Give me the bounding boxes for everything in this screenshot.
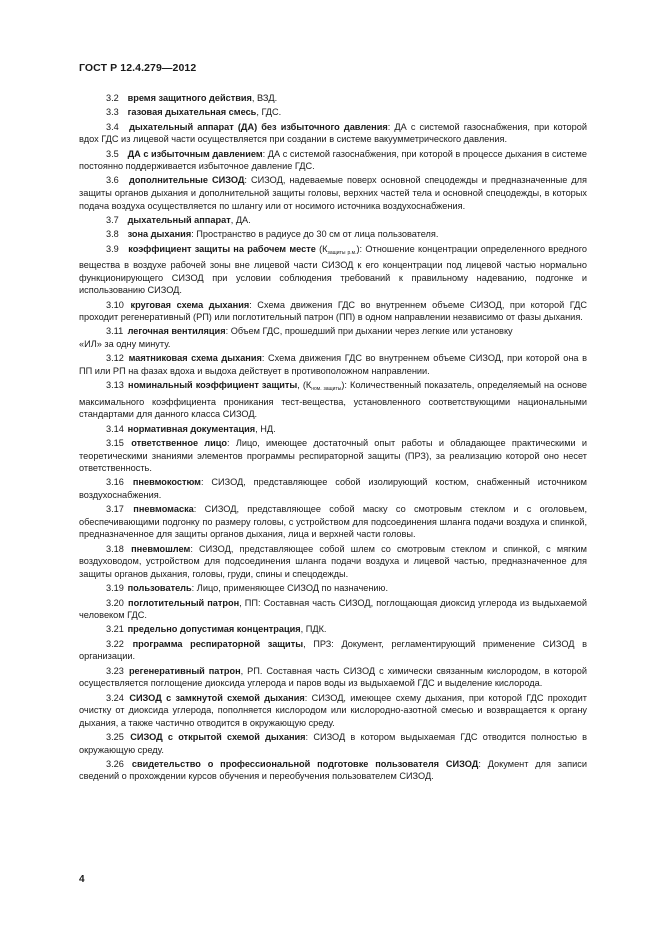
item-number: 3.5 — [106, 148, 119, 159]
document-header: ГОСТ Р 12.4.279—2012 — [79, 62, 197, 74]
item-subscript: ном. защиты — [311, 386, 342, 393]
definition-item — [79, 299, 587, 324]
item-term: зона дыхания — [127, 229, 192, 240]
item-term: свидетельство о профессиональной подготовке пользователя СИЗОД — [131, 758, 479, 769]
item-number: 3.15 — [106, 438, 124, 449]
item-separator: , — [256, 107, 259, 118]
item-separator: : — [190, 543, 193, 554]
item-term: ответственное лицо — [131, 438, 228, 449]
page-number: 4 — [79, 874, 85, 885]
item-text: Пространство в радиусе до 30 см от лица пользователя. — [193, 229, 439, 240]
definition-item — [79, 503, 587, 541]
item-text: СИЗОД, представляющее собой шлем со смотровым стеклом и спинкой, с мягким воздуховодом, устройством для подсоединения шланга подачи воздуха и лицевой частью, предназначенное для защиты органов дыхания, головы, груди, спины и спецодежды. — [79, 543, 587, 579]
item-separator: , — [303, 638, 306, 649]
item-term: предельно допустимая концентрация — [127, 624, 301, 635]
item-number: 3.16 — [106, 477, 124, 488]
item-text: Схема движения ГДС во внутреннем объеме СИЗОД, при которой она в ПП или РП на фазах вдоха и выдоха действует в противоположном направлении. — [79, 353, 588, 376]
item-number: 3.26 — [106, 758, 124, 769]
item-text: СИЗОД, имеющее схему дыхания, при которой ГДС проходит очистку от диоксида углерода, пополняется кислородом или кислородно-азотной смесью и возвращается к органу дыхания, а также частично отводится в окружающую среду. — [79, 692, 587, 728]
item-term: пневмошлем — [131, 543, 191, 554]
definition-item — [79, 214, 587, 227]
item-term: маятниковая схема дыхания — [128, 353, 262, 364]
definition-item — [79, 758, 587, 783]
item-text: ПДК. — [303, 624, 327, 635]
item-text-cont: ): Отношение концентрации определенного вредного вещества в воздухе рабочей зоны вне лицевой части СИЗОД к его концентрации под лицевой частью нормально функционирующего СИЗОД при условии соблюдения требований к правильному надеванию, подгонке и использованию СИЗОД. — [79, 243, 588, 296]
item-term: пользователь — [127, 583, 192, 594]
item-number: 3.10 — [106, 299, 124, 310]
item-separator: : — [225, 326, 229, 337]
item-term: круговая схема дыхания — [130, 299, 250, 310]
item-separator: : — [478, 758, 481, 769]
item-separator: : — [191, 229, 194, 240]
item-text: Документ для записи сведений о прохождении курсов обучения и переобучения пользователем СИЗОД. — [79, 758, 587, 782]
item-term: СИЗОД с открытой схемой дыхания — [130, 732, 306, 743]
item-number: 3.25 — [106, 732, 124, 743]
definition-item — [79, 121, 587, 146]
item-number: 3.8 — [106, 229, 119, 240]
item-text: СИЗОД в котором выдыхаемая ГДС отводится полностью в окружающую среду. — [79, 732, 587, 755]
definition-item — [79, 228, 587, 241]
item-number: 3.14 — [106, 423, 124, 434]
item-term: СИЗОД с замкнутой схемой дыхания — [129, 692, 305, 703]
item-separator: : — [304, 692, 308, 703]
item-number: 3.24 — [106, 692, 124, 703]
item-term: пневмокостюм — [132, 477, 201, 488]
item-text: ДА с системой газоснабжения, при которой вдох ГДС из лицевой части осуществляется при создании в системе вакуумметрического давления. — [79, 121, 587, 145]
item-text: (К — [315, 243, 328, 254]
definition-item — [79, 597, 587, 622]
item-number: 3.18 — [106, 543, 124, 554]
item-text: ВЗД. — [254, 93, 278, 103]
item-term: ДА с избыточным давлением — [127, 148, 263, 159]
item-term: дыхательный аппарат — [127, 214, 231, 225]
item-text-cont: ): Количественный показатель, определяемый на основе максимального коэффициента проникания тест-вещества, установленного соответствующими национальными стандартами для данного класса СИЗОД. — [79, 380, 588, 420]
item-term: поглотительный патрон — [128, 597, 240, 608]
item-term: время защитного действия — [127, 93, 252, 103]
definition-item — [79, 731, 587, 756]
item-term: пневмомаска — [133, 504, 194, 515]
definition-item — [79, 665, 587, 690]
item-separator: , — [300, 624, 304, 635]
item-number: 3.23 — [106, 665, 124, 676]
item-term: коэффициент защиты на рабочем месте — [128, 243, 316, 254]
item-separator: : — [200, 477, 204, 488]
item-number: 3.7 — [106, 214, 119, 225]
definition-item — [79, 243, 587, 297]
definition-item — [79, 148, 587, 173]
item-text: СИЗОД, надеваемые поверх основной спецодежды и предназначенные для защиты органов дыхания и дополнительной защиты головы, верхних частей тела и основной спецодежды, в которых подача воздуха осуществляется по шлангу или от носимого источника воздухоснабжения. — [79, 175, 587, 211]
item-term: номинальный коэффициент защиты — [128, 380, 298, 391]
item-number: 3.6 — [106, 175, 119, 186]
item-text: РП. Составная часть СИЗОД с химически связанным кислородом, в которой осуществляется поглощение диоксида углерода и паров воды из выдыхаемой ГДС и выделение кислорода. — [79, 665, 587, 689]
item-separator: : — [191, 583, 195, 594]
item-text: Схема движения ГДС во внутреннем объеме СИЗОД, при которой ГДС проходит регенеративный (РП) или поглотительный патрон (ПП) в одном направлении независимо от фазы дыхания. — [79, 299, 587, 323]
item-term: нормативная документация — [127, 423, 256, 434]
item-separator: , — [297, 380, 300, 391]
definition-item — [79, 623, 587, 636]
item-number: 3.19 — [106, 583, 124, 594]
item-text: ДА с системой газоснабжения, при которой в процессе дыхания в системе постоянно поддерживается избыточное давление ГДС. — [79, 148, 587, 172]
item-subscript: защиты р.м. — [327, 249, 357, 256]
item-separator: : — [387, 121, 391, 132]
definition-item — [79, 423, 587, 436]
item-term: дополнительные СИЗОД — [128, 175, 245, 186]
item-separator: : — [305, 732, 309, 743]
item-text: Объем ГДС, прошедший при дыхании через легкие или установку — [228, 326, 513, 337]
item-number: 3.3 — [106, 107, 119, 118]
definition-item-continuation: «ИЛ» за одну минуту. — [79, 339, 171, 350]
item-text: Лицо, применяющее СИЗОД по назначению. — [194, 583, 388, 594]
item-separator: , — [239, 597, 242, 608]
definition-item — [79, 582, 587, 595]
item-text: СИЗОД, представляющее собой изолирующий костюм, снабженный источником воздухоснабжения. — [79, 477, 587, 501]
definition-item — [79, 106, 587, 119]
definition-item — [79, 437, 587, 475]
item-separator: : — [262, 148, 266, 159]
item-term: легочная вентиляция — [127, 326, 226, 337]
item-separator: : — [193, 504, 197, 515]
definition-item — [79, 379, 587, 421]
item-separator: , — [255, 423, 258, 434]
item-separator: , — [251, 93, 255, 103]
item-number: 3.2 — [106, 93, 119, 103]
definition-item — [79, 692, 587, 730]
item-number: 3.22 — [106, 638, 124, 649]
item-number: 3.21 — [106, 624, 124, 635]
definition-item — [79, 543, 587, 581]
item-text: ГДС. — [258, 107, 282, 118]
definition-item — [79, 352, 587, 377]
item-text: ПРЗ: Документ, регламентирующий применение СИЗОД в организации. — [79, 638, 587, 662]
item-text: НД. — [257, 423, 276, 434]
item-text: СИЗОД, представляющее собой маску со смотровым стеклом и с оголовьем, обеспечивающими подгонку по размеру головы, с устройством для подсоединения шланга подачи воздуха и спинкой, предназначенное для защиты органов дыхания, лица и верхней части головы. — [79, 504, 587, 540]
item-separator: : — [244, 175, 247, 186]
item-term: программа респираторной защиты — [132, 638, 304, 649]
definition-item — [79, 638, 587, 663]
item-text: ПП: Составная часть СИЗОД, поглощающая диоксид углерода из выдыхаемой человеком ГДС. — [79, 597, 587, 621]
definition-item — [79, 92, 587, 105]
item-separator: , — [230, 214, 234, 225]
item-text: ДА. — [233, 214, 251, 225]
item-number: 3.13 — [106, 380, 124, 391]
item-text: (К — [299, 380, 312, 391]
item-number: 3.17 — [106, 504, 124, 515]
item-term: дыхательный аппарат (ДА) без избыточного давления — [129, 121, 388, 132]
definition-item — [79, 476, 587, 501]
item-term: регенеративный патрон — [128, 665, 241, 676]
item-separator: , — [240, 665, 244, 676]
item-number: 3.20 — [106, 597, 124, 608]
item-separator: : — [249, 299, 252, 310]
definitions-list — [79, 92, 587, 785]
item-number: 3.9 — [106, 243, 119, 254]
item-separator: : — [227, 438, 230, 449]
item-number: 3.12 — [106, 353, 124, 364]
definition-item — [79, 174, 587, 212]
item-separator: : — [261, 353, 265, 364]
item-number: 3.4 — [106, 121, 119, 132]
item-number: 3.11 — [106, 326, 124, 337]
definition-item — [79, 325, 587, 338]
item-term: газовая дыхательная смесь — [127, 107, 257, 118]
item-text: Лицо, имеющее достаточный опыт работы и обладающее практическими и теоретическими знаниями элементов программы респираторной защиты (ПРЗ), за реализацию которой оно несет ответственность. — [79, 438, 587, 474]
